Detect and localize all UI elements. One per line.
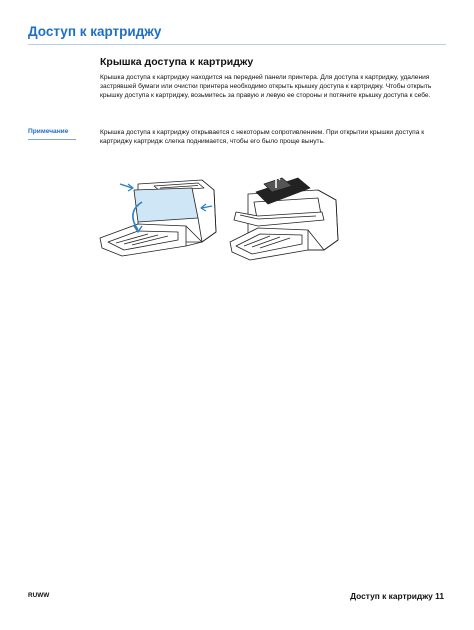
intro-paragraph: Крышка доступа к картриджу находится на передней панели принтера. Для доступа к картриджу, удаления застрявшей бумаги или очистки принтера необходимо открыть крышку доступа к картриджу. Чтобы открыть крышку доступа к картриджу, возьмитесь за правую и левую ее стороны и потяните крышку доступа к себе. [100,74,432,100]
page-title: Доступ к картриджу [28,24,162,39]
footer-locale-code: RUWW [28,592,50,599]
printer-door-open-illustration [228,172,352,262]
printer-door-opening-illustration [98,172,226,260]
note-label: Примечание [28,128,69,135]
section-heading: Крышка доступа к картриджу [100,56,254,68]
title-divider [28,44,446,45]
footer-page-label: Доступ к картриджу 11 [350,591,444,601]
note-paragraph: Крышка доступа к картриджу открывается с некоторым сопротивлением. При открытии крышки доступа к картриджу картридж слегка поднимается, чтобы его было проще вынуть. [100,129,425,146]
cartridge-door-highlight [134,188,198,222]
note-divider [28,139,76,140]
